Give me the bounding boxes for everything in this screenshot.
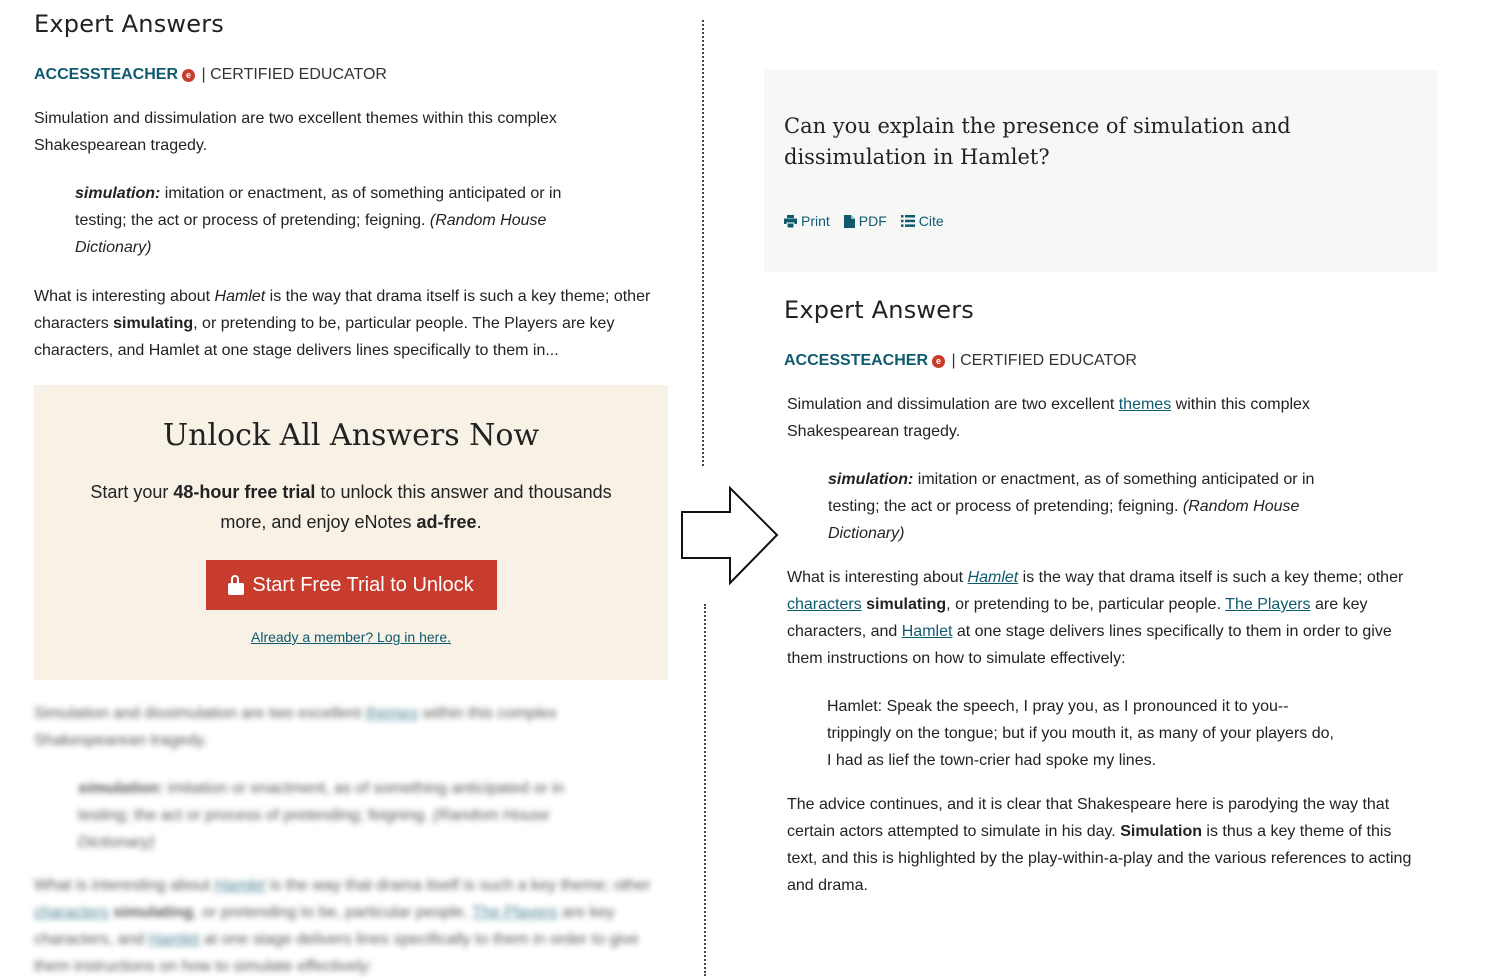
document-icon: [844, 215, 855, 228]
text-span: , or pretending to be, particular people.: [946, 596, 1226, 613]
educator-badge-icon: e: [932, 355, 945, 368]
educator-role: | CERTIFIED EDUCATOR: [201, 66, 387, 83]
expert-answers-heading: Expert Answers: [34, 10, 224, 38]
text-span: What is interesting about: [34, 877, 215, 894]
text-span: is the way that drama itself is such a key theme; other: [265, 877, 651, 894]
definition-source: (Random House Dictionary): [75, 212, 547, 256]
pdf-button[interactable]: [844, 213, 887, 229]
answer-paragraph: [34, 283, 664, 364]
dotted-divider-bottom: [704, 604, 706, 976]
trial-bold: 48-hour free trial: [173, 482, 316, 502]
definition-block: [75, 180, 615, 261]
print-button[interactable]: [784, 213, 830, 229]
login-link[interactable]: Already a member? Log in here.: [251, 629, 451, 645]
blurred-themes-link: themes: [365, 705, 419, 722]
question-box: [764, 70, 1438, 272]
list-icon: [901, 215, 915, 227]
expert-answers-heading-right: Expert Answers: [784, 296, 974, 324]
text-span: Simulation and dissimulation are two excellent: [787, 396, 1119, 413]
text-span: Simulation and dissimulation are two excellent: [34, 705, 366, 722]
text-span: to unlock this answer and thousands more, and enjoy eNotes: [220, 482, 612, 532]
answer-paragraph-right: [787, 564, 1417, 672]
lock-icon: [228, 575, 244, 595]
definition-block-right: [828, 466, 1368, 547]
educator-name[interactable]: ACCESSTEACHER: [34, 66, 179, 83]
text-span: , or pretending to be, particular people.: [193, 904, 473, 921]
the-players-link[interactable]: The Players: [1225, 596, 1311, 613]
text-span: is the way that drama itself is such a key theme; other: [1018, 569, 1404, 586]
characters-link[interactable]: characters: [787, 596, 862, 613]
educator-name-right[interactable]: ACCESSTEACHER: [784, 352, 929, 369]
answer-intro: Simulation and dissimulation are two excellent themes within this complex Shakespearean tragedy.: [34, 110, 557, 154]
conclusion-paragraph: [787, 791, 1417, 899]
definition-text: imitation or enactment, as of something anticipated or in testing; the act or process of pretending; feigning.: [75, 185, 562, 229]
educator-badge-icon: e: [182, 69, 195, 82]
blurred-definition: [34, 775, 598, 856]
cite-label: Cite: [918, 213, 944, 229]
text-span: at one stage delivers lines specifically to them in order to give them instructions on how to simulate effectively:: [787, 623, 1392, 667]
question-toolbar: [784, 213, 944, 229]
blurred-definition-source: (Random House Dictionary): [78, 807, 550, 851]
hamlet-character-link[interactable]: Hamlet: [901, 623, 953, 640]
themes-link[interactable]: themes: [1118, 396, 1172, 413]
start-free-trial-button[interactable]: [206, 560, 497, 610]
text-span: at one stage delivers lines specifically to them in order to give them instructions on how to simulate effectively:: [34, 931, 639, 975]
answer-intro-right: [787, 391, 1387, 445]
text-span: Start your: [90, 482, 174, 502]
text-span: imitation or enactment, as of something anticipated or in testing; the act or process of pretending; feigning.: [828, 471, 1315, 515]
educator-line: [34, 66, 387, 84]
unlock-title: Unlock All Answers Now: [162, 418, 540, 453]
question-title: Can you explain the presence of simulation and dissimulation in Hamlet?: [784, 114, 1291, 169]
quote-block: [827, 693, 1427, 774]
blurred-preview: [34, 700, 664, 980]
cite-button[interactable]: [901, 213, 944, 229]
text-span: within this complex Shakespearean tragedy.: [34, 705, 557, 749]
text-span: imitation or enactment, as of something anticipated or in testing; the act or process of pretending; feigning.: [78, 780, 565, 824]
text-span: within this complex Shakespearean tragedy.: [787, 396, 1310, 440]
blurred-intro: [34, 700, 614, 754]
definition-term: simulation:: [75, 185, 161, 202]
print-label: Print: [801, 213, 830, 229]
educator-role-right: | CERTIFIED EDUCATOR: [951, 352, 1137, 369]
blurred-hamlet-link: Hamlet: [214, 877, 266, 894]
quote-line: Hamlet: Speak the speech, I pray you, as I pronounced it to you--: [827, 698, 1289, 715]
blurred-players-link: The Players: [472, 904, 558, 921]
adfree-bold: ad-free: [416, 512, 477, 532]
pdf-label: PDF: [858, 213, 887, 229]
blurred-definition-term: simulation:: [78, 780, 164, 797]
blurred-hamlet2-link: Hamlet: [148, 931, 200, 948]
printer-icon: [784, 215, 797, 228]
definition-term-right: simulation:: [828, 471, 914, 488]
simulating-bold-right: simulating: [866, 596, 947, 613]
left-panel: [34, 0, 670, 976]
blurred-characters-link: characters: [34, 904, 109, 921]
unlock-description: [71, 477, 631, 537]
simulating-bold: simulating: [113, 315, 194, 332]
educator-line-right: [784, 352, 1137, 370]
blurred-paragraph: [34, 872, 659, 980]
text-span: are key characters, and: [787, 596, 1368, 640]
quote-line: I had as lief the town-crier had spoke my lines.: [827, 752, 1157, 769]
definition-source-right: (Random House Dictionary): [828, 498, 1300, 542]
text-span: What is interesting about: [34, 288, 215, 305]
text-span: is thus a key theme of this text, and this is highlighted by the play-within-a-play and the various references to acting and drama.: [787, 823, 1412, 894]
text-span: What is interesting about: [787, 569, 968, 586]
text-span: , or pretending to be, particular people. The Players are key characters, and Hamlet at one stage delivers lines specifically to them in...: [34, 315, 615, 359]
hamlet-title: Hamlet: [214, 288, 266, 305]
quote-line: trippingly on the tongue; but if you mouth it, as many of your players do,: [827, 725, 1334, 742]
simulation-bold: Simulation: [1120, 823, 1202, 840]
text-span: is the way that drama itself is such a key theme; other characters: [34, 288, 651, 332]
hamlet-link[interactable]: Hamlet: [967, 569, 1019, 586]
text-span: .: [476, 512, 482, 532]
blurred-simulating-bold: simulating: [113, 904, 194, 921]
unlock-panel: [34, 385, 668, 680]
start-free-trial-label: Start Free Trial to Unlock: [252, 573, 474, 596]
text-span: The advice continues, and it is clear that Shakespeare here is parodying the way that certain actors attempted to simulate in his day.: [787, 796, 1390, 840]
right-panel: [764, 70, 1438, 976]
text-span: are key characters, and: [34, 904, 615, 948]
dotted-divider-top: [702, 20, 704, 466]
